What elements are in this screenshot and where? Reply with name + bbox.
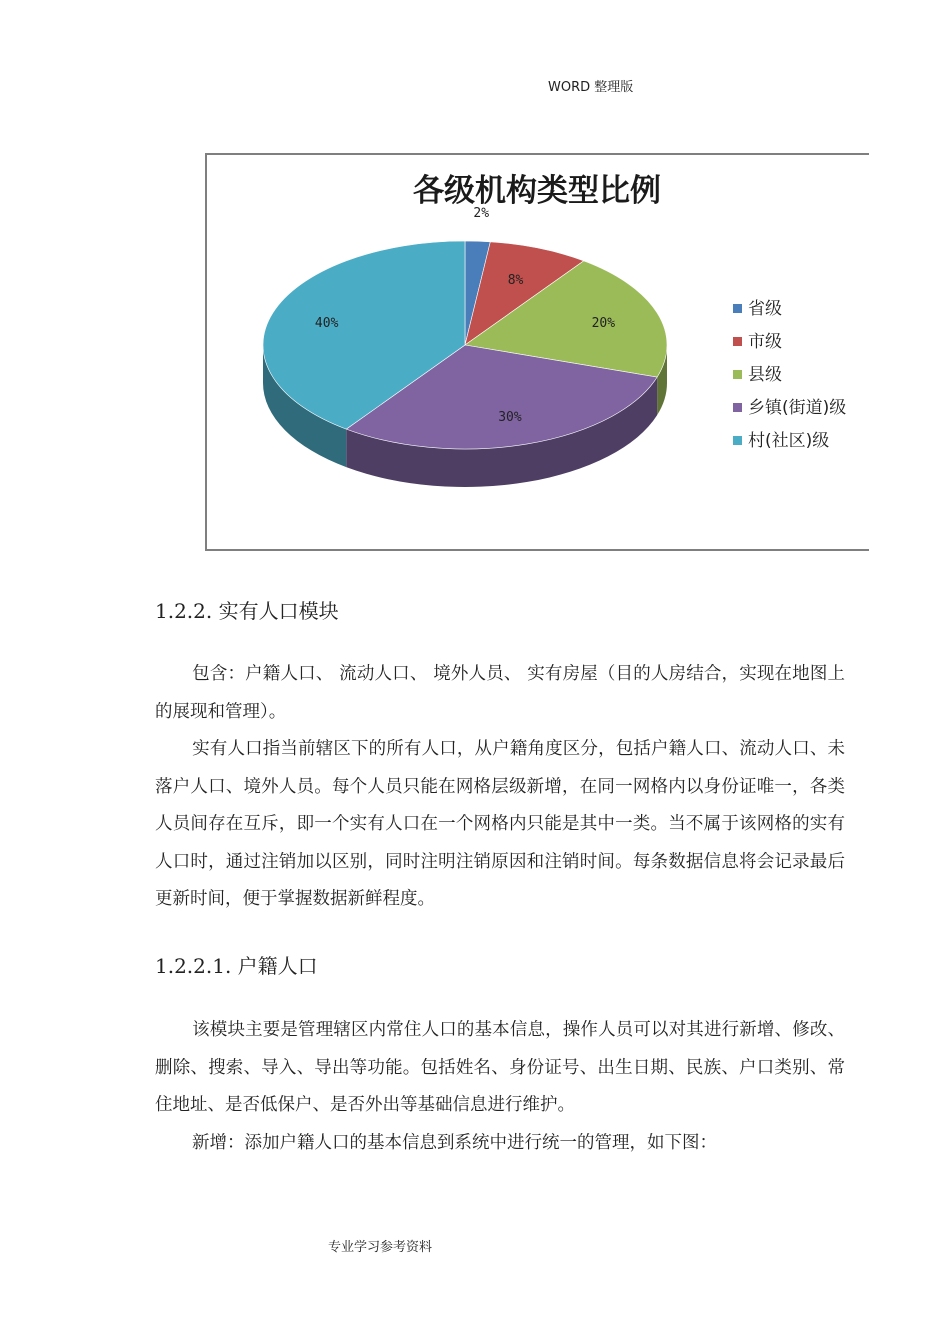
page-header: WORD 整理版: [548, 80, 634, 95]
legend-swatch-3: [733, 403, 742, 412]
section-heading-1: 1.2.2. 实有人口模块: [155, 599, 339, 623]
pie-label-1: 8%: [507, 273, 524, 289]
legend-label-2: 县级: [748, 365, 782, 385]
page-footer: 专业学习参考资料: [328, 1240, 433, 1255]
legend-label-1: 市级: [748, 332, 782, 352]
legend-swatch-4: [733, 436, 742, 445]
legend-label-3: 乡镇(街道)级: [748, 398, 847, 418]
pie-label-0: 2%: [473, 206, 490, 222]
paragraph-1: 包含：户籍人口、 流动人口、 境外人员、 实有房屋（目的人房结合，实现在地图上的展现和管理）。: [155, 664, 845, 722]
chart-legend: [733, 299, 846, 451]
legend-swatch-0: [733, 304, 742, 313]
legend-label-4: 村(社区)级: [748, 431, 830, 451]
pie-label-3: 30%: [498, 410, 522, 426]
pie-chart: [207, 155, 869, 551]
paragraph-2: 实有人口指当前辖区下的所有人口，从户籍角度区分，包括户籍人口、流动人口、未落户人口、境外人员。每个人员只能在网格层级新增，在同一网格内以身份证唯一，各类人员间存在互斥，即一个实有人口在一个网格内只能是其中一类。当不属于该网格的实有人口时，通过注销加以区别，同时注明注销原因和注销时间。每条数据信息将会记录最后更新时间，便于掌握数据新鲜程度。: [155, 739, 845, 909]
pie-label-4: 40%: [314, 315, 339, 331]
legend-swatch-2: [733, 370, 742, 379]
paragraph-4: 新增：添加户籍人口的基本信息到系统中进行统一的管理，如下图：: [192, 1133, 717, 1153]
chart-title: 各级机构类型比例: [413, 173, 661, 209]
pie-slices: [263, 241, 667, 449]
legend-swatch-1: [733, 337, 742, 346]
paragraph-3: 该模块主要是管理辖区内常住人口的基本信息，操作人员可以对其进行新增、修改、删除、搜索、导入、导出等功能。包括姓名、身份证号、出生日期、民族、户口类别、常住地址、是否低保户、是否外出等基础信息进行维护。: [155, 1020, 845, 1115]
pie-label-2: 20%: [591, 315, 616, 331]
section-heading-2: 1.2.2.1. 户籍人口: [155, 954, 318, 978]
legend-label-0: 省级: [748, 299, 782, 319]
pie-chart-frame: [205, 153, 869, 551]
